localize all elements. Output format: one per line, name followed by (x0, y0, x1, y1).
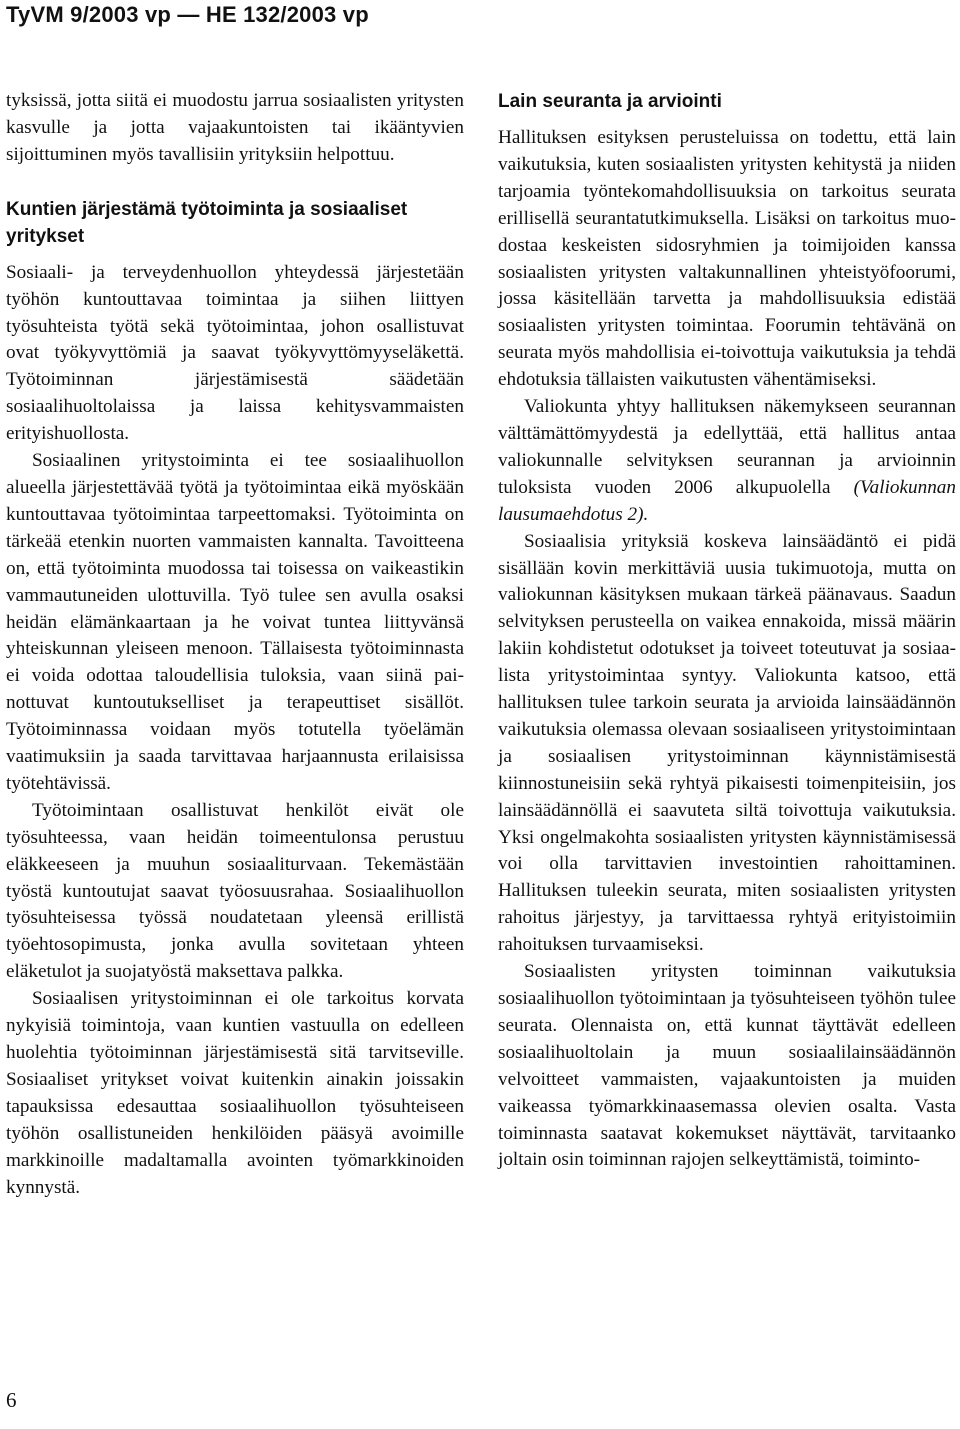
paragraph: Sosiaalinen yritystoiminta ei tee sosiaalihuollon alueella järjestettävää työtä ja työtoimintaa eikä myöskään kuntouttavaa työtoimintaa tarpeettomaksi. Työtoiminta on tärkeää etenkin nuorten vammaisten kannalta. Tavoitteena on, että työtoiminta muodossa tai toisessa on vaikeastikin vammautuneiden ulottuvilla. Työ tulee sen avulla osaksi heidän elämänkaartaan ja he voivat tuntea liittyvänsä yhteiskunnan yleiseen menoon. Tällaisesta työtoiminnasta ei voida odottaa taloudellisia tuloksia, vaan siinä painottuvat kuntoutukselliset ja terapeuttiset sisällöt. Työtoiminnassa voidaan myös totutella työelämän vaatimuksiin ja saada tarvittavaa harjaannusta erilaisissa työtehtävissä. (6, 450, 464, 794)
section-heading-lain-seuranta: Lain seuranta ja arviointi (498, 91, 722, 112)
paragraph: Sosiaali- ja terveydenhuollon yhteydessä järjestetään työhön kuntouttavaa toimintaa ja siihen liittyen työsuhteista työtä sekä työtoimintaa, johon osallistuvat ovat työkyvyttömiä ja saavat työkyvyttömyyseläkettä. Työtoiminnan järjestämisestä säädetään sosiaalihuoltolaissa ja laissa kehitysvammaisten erityishuollosta. (6, 261, 464, 445)
left-column (6, 88, 464, 1201)
paragraph: Sosiaalisen yritystoiminnan ei ole tarkoitus korvata nykyisiä toimintoja, vaan kuntien vastuulla on edelleen huolehtia työtoiminnan järjestämisestä sitä tarvitseville. Sosiaaliset yritykset voivat kuitenkin ainakin joissakin tapauksissa edesauttaa sosiaalihuollon työsuhteiseen työhön osallistuneiden henkilöiden pääsyä avoimille markkinoille madaltamalla avointen työmarkkinoiden kynnystä. (6, 988, 464, 1198)
right-column (498, 88, 956, 1174)
paragraph: Sosiaalisten yritysten toiminnan vaikutuksia sosiaalihuollon työtoimintaan ja työsuhteiseen työhön tulee seurata. Olennaista on, että kunnat täyttävät edelleen sosiaalihuoltolain ja muun sosiaalilainsäädännön velvoitteet vammaisten, vajaakuntoisten ja muiden vaikeassa työmarkkinaasemassa olevien osalta. Vasta toiminnasta saatavat kokemukset näyttävät, tarvitaanko joltain osin toiminnan rajojen selkeyttämistä, toiminto- (498, 961, 956, 1171)
running-head: TyVM 9/2003 vp — HE 132/2003 vp (6, 2, 369, 27)
statement-proposal-reference: (Valiokunnan lausumaehdotus 2). (498, 476, 956, 525)
paragraph-continuation: tyksissä, jotta siitä ei muodostu jarrua sosiaalisten yritysten kasvulle ja jotta vajaakuntoisten tai ikääntyvien sijoittuminen myös tavallisiin yrityksiin helpottuu. (6, 90, 464, 165)
paragraph: Hallituksen esityksen perusteluissa on todettu, että lain vaikutuksia, kuten sosiaalisten yritysten kehitystä ja niiden tarjoamia työntekomahdollisuuksia on tarkoitus seurata erillisellä seurantatutkimuksella. Lisäksi on tarkoitus muodostaa keskeisten sidosryhmien ja toimijoiden kanssa sosiaalisten yritysten valtakunnallinen yhteistyöfoorumi, jossa käsitellään tarvetta ja mahdollisuuksia edistää sosiaalisten yritysten toimintaa. Foorumin tehtävänä on seurata myös mahdollisia ei-toivottuja vaikutuksia ja tehdä ehdotuksia tällaisten vaikutusten vähentämiseksi. (498, 127, 956, 391)
page-number: 6 (6, 1388, 17, 1412)
paragraph-text: Valiokunta yhtyy hallituksen näkemykseen seurannan välttämättömyydestä ja edellyttää, että hallitus antaa valiokunnalle selvityksen seurannan ja arvioinnin tuloksista vuoden 2006 alkupuolella (498, 396, 956, 498)
paragraph: Sosiaalisia yrityksiä koskeva lainsäädäntö ei pidä sisällään kovin merkittäviä uusia tukimuotoja, mutta on valiokunnan käsityksen mukaan tärkeä päänavaus. Saadun selvityksen perusteella on vaikea ennakoida, missä määrin lakiin kohdistetut odotukset ja toiveet toteutuvat ja sosiaalista yritystoimintaa syntyy. Valiokunta katsoo, että hallituksen tulee tarkoin seurata ja arvioida lainsäädännön vaikutuksia olemassa olevaan sosiaaliseen yritystoimintaan ja sosiaalisen yritystoiminnan käynnistämisestä kiinnostuneisiin sekä ryhtyä pikaisesti toimenpiteisiin, jos lainsäädännöllä ei saavuteta siltä toivottuja vaikutuksia. Yksi ongelmakohta sosiaalisten yritysten käynnistämisessä voi olla tarvittavien investointien rahoittaminen. Hallituksen tuleekin seurata, miten sosiaalisten yritysten rahoitus järjestyy, ja tarvittaessa ryhtyä erityistoimiin rahoituksen turvaamiseksi. (498, 530, 956, 956)
paragraph-with-proposal (498, 394, 956, 529)
paragraph: Työtoimintaan osallistuvat henkilöt eivät ole työsuhteessa, vaan heidän toimeentulonsa perustuu eläkkeeseen ja muuhun sosiaaliturvaan. Tekemästään työstä kuntoutujat saavat työosuusrahaa. Sosiaalihuollon työsuhteisessa työssä noudatetaan yleensä erillistä työehtosopimusta, jonka avulla sovitetaan yhteen eläketulot ja suojatyöstä maksettava palkka. (6, 799, 464, 983)
section-heading-kuntien-tyotoiminta: Kuntien järjestämä työtoiminta ja sosiaaliset yritykset (6, 198, 408, 247)
